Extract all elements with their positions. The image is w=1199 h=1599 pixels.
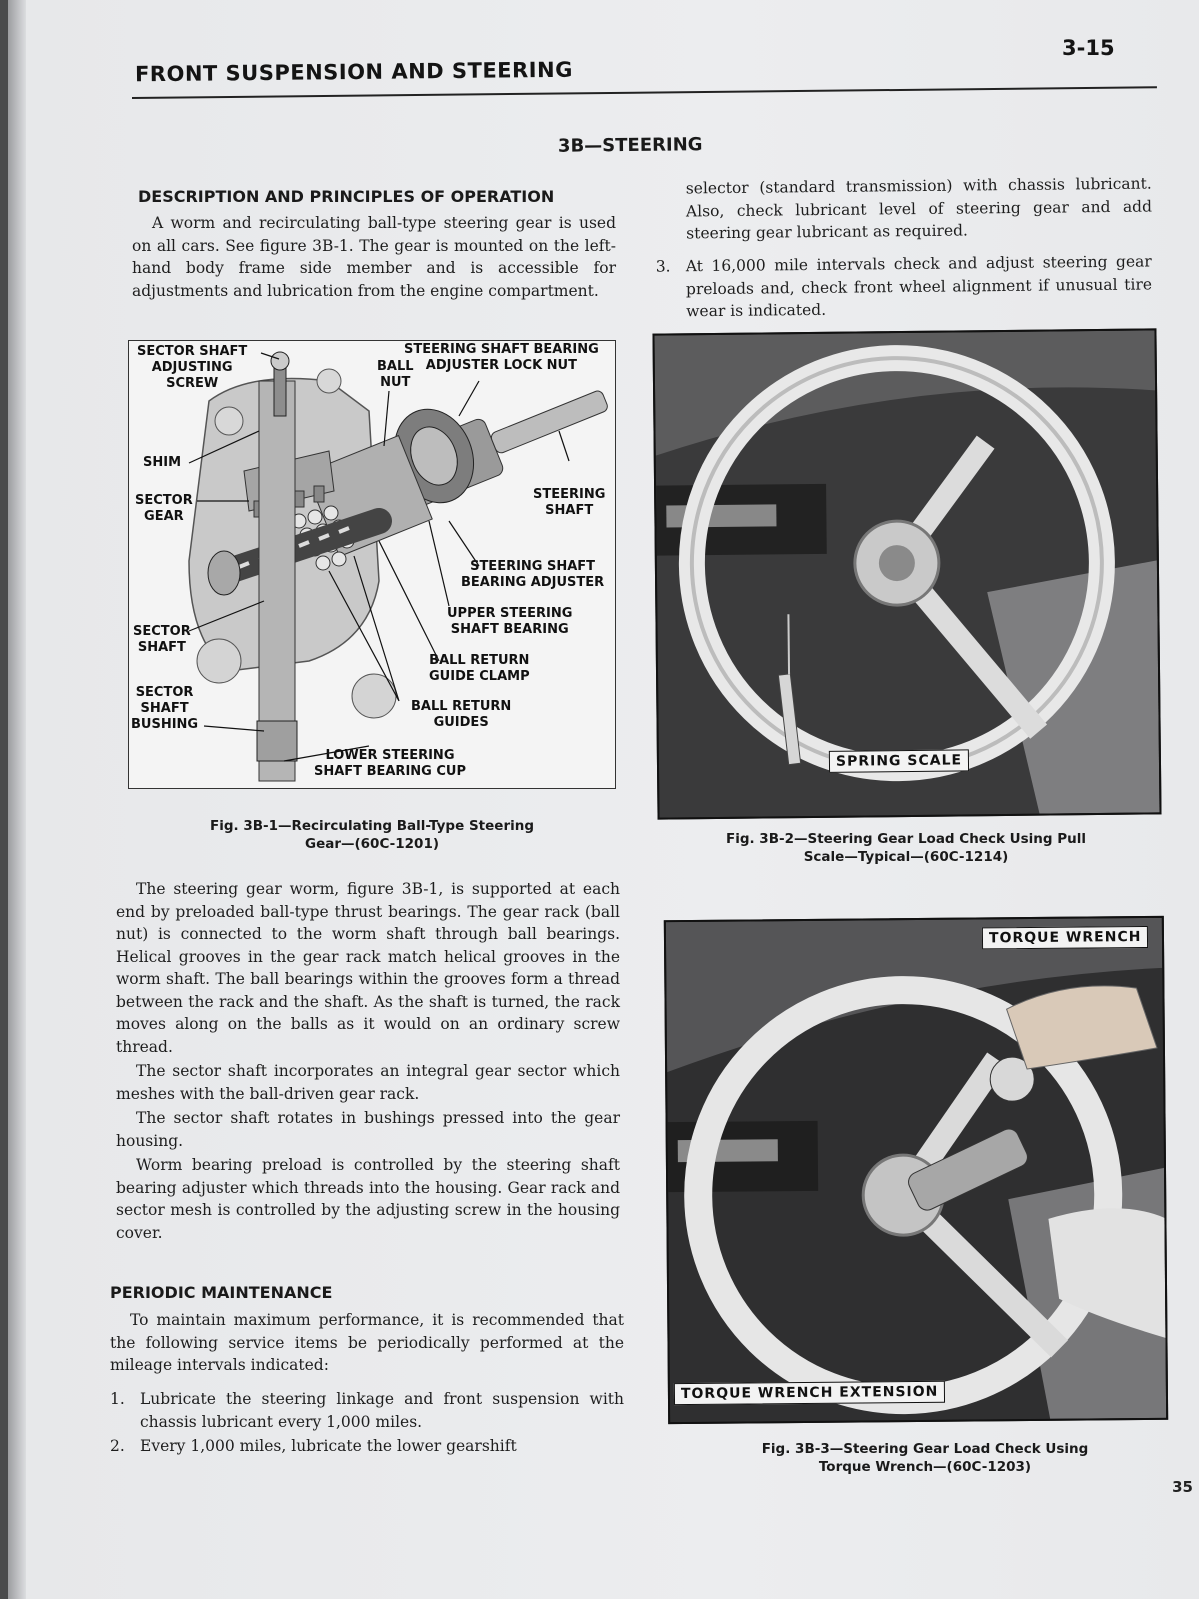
label-ball-return-guide-clamp [429,653,530,685]
maintenance-heading: PERIODIC MAINTENANCE [110,1283,333,1302]
item-number: 1. [110,1390,125,1408]
list-item [656,250,1153,323]
para-worm: The steering gear worm, figure 3B-1, is supported at each end by preloaded ball-type thrust bearings. The gear rack (ball nut) is connected to the worm shaft through ball bearings. Helical grooves in the gear rack match helical grooves in the worm shaft. The ball bearings within the grooves form a thread between the rack and the shaft. As the shaft is turned, the rack moves along on the balls as it would on an ordinary screw thread. [116,880,620,1056]
label-text: BALL NUT [377,359,414,390]
label-text: STEERING SHAFT BEARING ADJUSTER [461,559,605,590]
item-text: Every 1,000 miles, lubricate the lower gearshift [140,1437,517,1455]
torque-wrench-tag: TORQUE WRENCH [982,926,1149,949]
label-text: STEERING SHAFT BEARING ADJUSTER LOCK NUT [404,342,599,373]
list-item [110,1388,624,1433]
maintenance-list [110,1388,624,1460]
label-steering-shaft-bearing-adjuster [461,559,604,591]
caption-line-2: Scale—Typical—(60C-1214) [803,849,1009,865]
description-intro [132,212,616,304]
section-title: 3B—STEERING [557,134,703,157]
figure-3b-1-caption [128,817,616,853]
caption-line-2: Torque Wrench—(60C-1203) [818,1459,1032,1475]
caption-line-1: Fig. 3B-2—Steering Gear Load Check Using Pull [725,831,1087,847]
item-text: At 16,000 mile intervals check and adjust steering gear preloads and, check front wheel alignment if unusual tire wear is indicated. [685,252,1153,321]
label-lower-bearing-cup [314,748,466,780]
label-ball-return-guides [411,699,511,731]
label-text: SECTOR GEAR [135,493,193,524]
para-sector-gear: The sector shaft incorporates an integral gear sector which meshes with the ball-driven gear rack. [116,1062,620,1103]
figure-3b-2-caption [700,830,1112,866]
corner-page-number: 35 [1172,1478,1193,1496]
maintenance-continued [686,173,1153,247]
label-text: BALL RETURN GUIDES [411,699,512,730]
maintenance-intro [110,1309,624,1379]
caption-line-2: Gear—(60C-1201) [304,836,440,852]
label-sector-shaft [133,624,191,656]
torque-wrench-photo [666,918,1166,1422]
label-text: BALL RETURN GUIDE CLAMP [429,653,530,684]
label-text: SECTOR SHAFT ADJUSTING SCREW [137,344,248,391]
item-text: Lubricate the steering linkage and front suspension with chassis lubricant every 1,000 miles. [140,1390,624,1431]
label-sector-shaft-bushing [131,685,198,733]
page-number: 3-15 [1062,36,1115,60]
list-item [110,1435,624,1458]
caption-line-1: Fig. 3B-3—Steering Gear Load Check Using [761,1441,1089,1457]
para-intro: A worm and recirculating ball-type steering gear is used on all cars. See figure 3B-1. The gear is mounted on the left-hand body frame side member and is accessible for adjustments and lubrication from the engine compartment. [132,214,616,300]
spring-scale-tag: SPRING SCALE [829,749,969,772]
figure-3b-2-photo [652,328,1161,819]
para-bushings: The sector shaft rotates in bushings pressed into the gear housing. [116,1109,620,1150]
figure-3b-1 [128,340,616,789]
label-shim: SHIM [143,455,182,470]
label-text: STEERING SHAFT [533,487,606,518]
figure-3b-3-caption [730,1440,1120,1476]
para-preload: Worm bearing preload is controlled by the steering shaft bearing adjuster which threads into the housing. Gear rack and sector mesh is controlled by the adjusting screw in the housing cover. [116,1156,620,1242]
label-bearing-adjuster-lock-nut [404,342,599,374]
label-steering-shaft [533,487,605,519]
label-upper-steering-shaft-bearing [447,606,572,638]
label-sector-gear [135,493,193,525]
description-heading: DESCRIPTION AND PRINCIPLES OF OPERATION [138,187,555,206]
torque-wrench-extension-tag: TORQUE WRENCH EXTENSION [674,1381,946,1405]
header-title: FRONT SUSPENSION AND STEERING [134,57,573,87]
item-number: 2. [110,1437,125,1455]
label-text: SECTOR SHAFT BUSHING [131,685,199,732]
label-text: UPPER STEERING SHAFT BEARING [447,606,573,637]
page-fold-shadow [8,0,26,1599]
figure-3b-3-photo [664,916,1168,1424]
caption-line-1: Fig. 3B-1—Recirculating Ball-Type Steering [209,818,534,834]
label-sector-shaft-adjusting-screw [137,344,247,392]
label-text: SECTOR SHAFT [133,624,191,655]
para-maintenance-intro: To maintain maximum performance, it is recommended that the following service items be periodically performed at the mileage intervals indicated: [110,1311,624,1374]
steering-wheel-photo [654,330,1159,817]
description-body [116,878,620,1246]
label-text: LOWER STEERING SHAFT BEARING CUP [314,748,466,779]
item-number: 3. [655,257,671,276]
para-continued: selector (standard transmission) with chassis lubricant. Also, check lubricant level of steering gear and add steering gear lubricant as required. [685,174,1153,243]
maintenance-item-3 [656,250,1153,325]
